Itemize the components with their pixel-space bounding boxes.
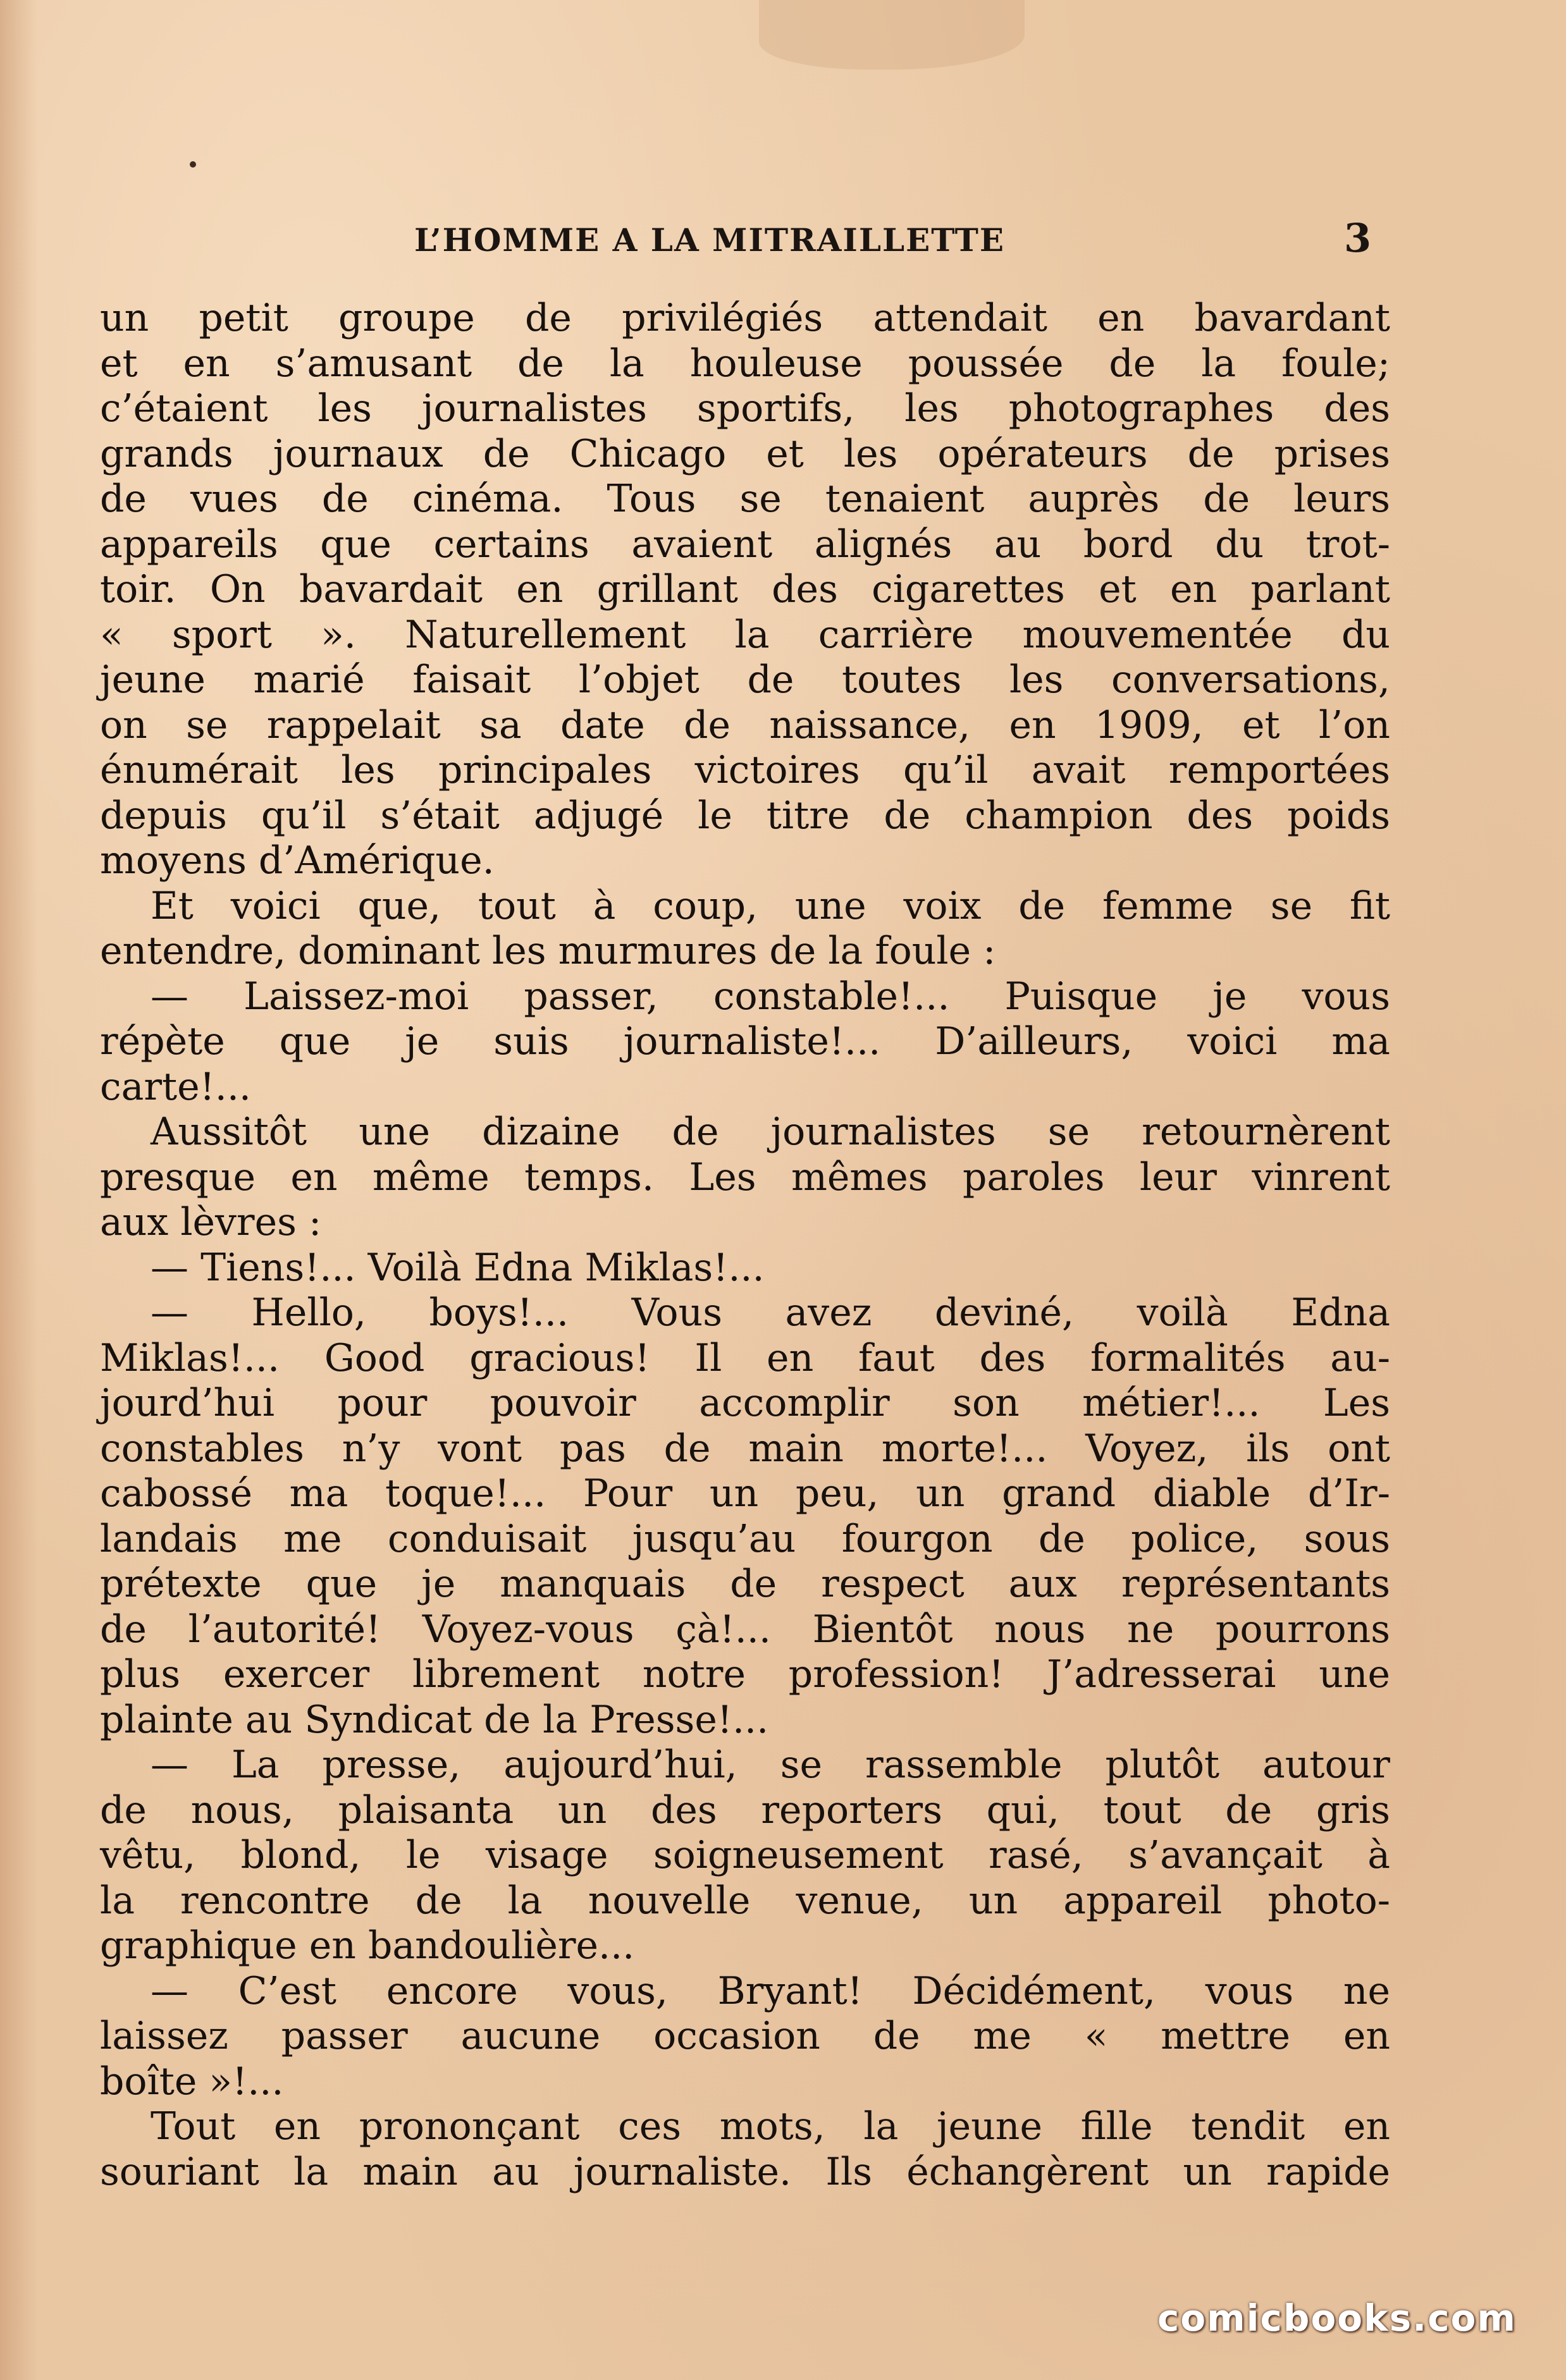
text-line: aux lèvres : <box>100 1200 322 1244</box>
ink-speck <box>190 161 196 168</box>
text-line: graphique en bandoulière... <box>100 1923 635 1968</box>
text-line: boîte »!... <box>100 2059 284 2104</box>
body-text <box>100 296 1390 2195</box>
text-line: répète que je suis journaliste!... D’ailleurs, voici ma <box>100 1019 1390 1064</box>
text-line: énumérait les principales victoires qu’il avait remportées <box>100 748 1390 792</box>
text-line: — La presse, aujourd’hui, se rassemble plutôt autour <box>151 1743 1390 1787</box>
text-line: cabossé ma toque!... Pour un peu, un grand diable d’Ir- <box>100 1471 1390 1516</box>
page-edge-shadow <box>0 0 38 2380</box>
text-line: on se rappelait sa date de naissance, en 1909, et l’on <box>100 702 1390 747</box>
text-line: appareils que certains avaient alignés au bord du trot- <box>100 522 1390 567</box>
running-head: L’HOMME A LA MITRAILLETTE <box>414 221 1005 259</box>
text-line: et en s’amusant de la houleuse poussée de la foule; <box>100 341 1390 386</box>
text-line: un petit groupe de privilégiés attendait en bavardant <box>100 296 1390 340</box>
text-line: vêtu, blond, le visage soigneusement rasé, s’avançait à <box>100 1833 1390 1877</box>
text-line: — Hello, boys!... Vous avez deviné, voilà Edna <box>151 1291 1390 1335</box>
text-line: jeune marié faisait l’objet de toutes les conversations, <box>100 658 1390 702</box>
text-line: plainte au Syndicat de la Presse!... <box>100 1697 769 1742</box>
text-line: prétexte que je manquais de respect aux représentants <box>100 1562 1390 1606</box>
text-line: souriant la main au journaliste. Ils échangèrent un rapide <box>100 2149 1390 2194</box>
text-line: carte!... <box>100 1064 252 1109</box>
watermark: comicbooks.com <box>1157 2297 1517 2340</box>
text-line: la rencontre de la nouvelle venue, un appareil photo- <box>100 1878 1390 1923</box>
text-line: depuis qu’il s’était adjugé le titre de champion des poids <box>100 793 1390 838</box>
text-line: laissez passer aucune occasion de me « mettre en <box>100 2014 1390 2058</box>
text-line: — Tiens!... Voilà Edna Miklas!... <box>151 1245 765 1290</box>
text-line: Miklas!... Good gracious! Il en faut des formalités au- <box>100 1335 1390 1380</box>
text-line: — Laissez-moi passer, constable!... Puisque je vous <box>151 974 1390 1019</box>
text-line: de l’autorité! Voyez-vous çà!... Bientôt nous ne pourrons <box>100 1607 1390 1652</box>
text-line: jourd’hui pour pouvoir accomplir son métier!... Les <box>100 1381 1390 1425</box>
text-line: entendre, dominant les murmures de la foule : <box>100 929 996 973</box>
text-line: de vues de cinéma. Tous se tenaient auprès de leurs <box>100 477 1390 521</box>
text-line: grands journaux de Chicago et les opérateurs de prises <box>100 431 1390 476</box>
text-line: constables n’y vont pas de main morte!... Voyez, ils ont <box>100 1426 1390 1471</box>
text-line: Et voici que, tout à coup, une voix de femme se fit <box>151 883 1390 928</box>
text-line: « sport ». Naturellement la carrière mouvementée du <box>100 612 1390 657</box>
text-line: Tout en prononçant ces mots, la jeune fille tendit en <box>151 2104 1390 2149</box>
text-line: plus exercer librement notre profession! J’adresserai une <box>100 1652 1390 1696</box>
text-line: de nous, plaisanta un des reporters qui, tout de gris <box>100 1788 1390 1832</box>
text-line: toir. On bavardait en grillant des cigarettes et en parlant <box>100 567 1390 611</box>
text-line: presque en même temps. Les mêmes paroles leur vinrent <box>100 1155 1390 1199</box>
text-line: moyens d’Amérique. <box>100 838 495 883</box>
page-wear-mark <box>759 0 1025 70</box>
text-line: landais me conduisait jusqu’au fourgon de police, sous <box>100 1516 1390 1561</box>
text-line: — C’est encore vous, Bryant! Décidément, vous ne <box>151 1968 1390 2013</box>
page-number: 3 <box>1344 215 1372 261</box>
text-line: c’étaient les journalistes sportifs, les photographes des <box>100 386 1390 431</box>
text-line: Aussitôt une dizaine de journalistes se retournèrent <box>151 1110 1390 1154</box>
